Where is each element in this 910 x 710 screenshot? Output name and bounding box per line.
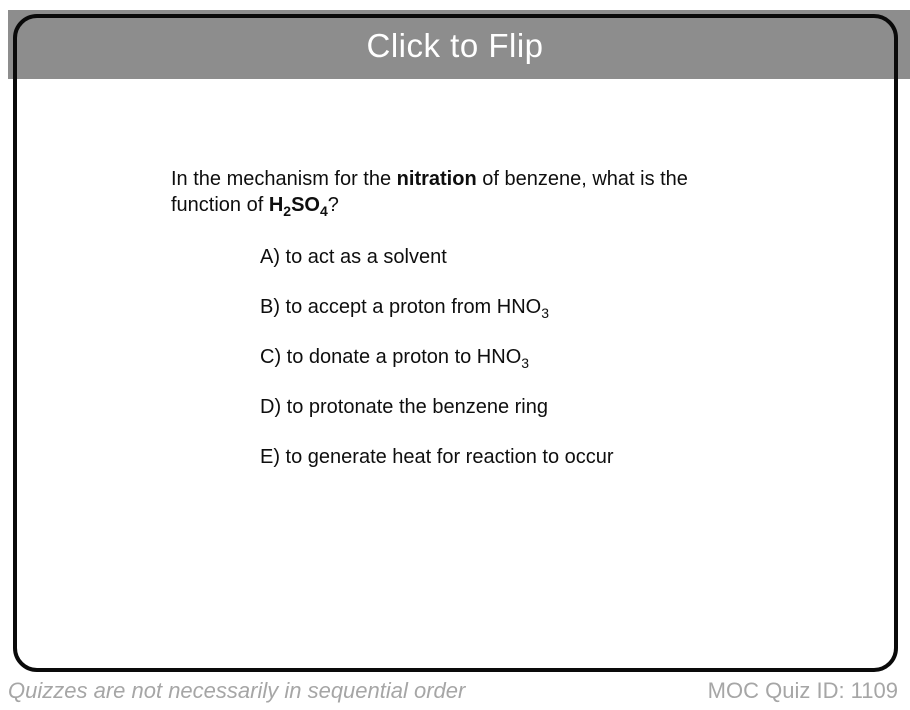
option-subscript: 3 xyxy=(541,305,550,321)
option-e xyxy=(260,447,820,468)
option-label: B) to accept a proton from HNO xyxy=(260,296,542,318)
option-a xyxy=(260,247,820,268)
flashcard[interactable] xyxy=(13,14,898,672)
option-b xyxy=(260,296,820,321)
formula-h2so4 xyxy=(268,194,328,219)
option-c xyxy=(260,346,820,371)
answer-options xyxy=(260,247,820,497)
flip-title: Click to Flip xyxy=(366,27,544,64)
formula-subscript: 4 xyxy=(320,203,328,219)
question-part: ? xyxy=(327,194,339,216)
formula-subscript: 2 xyxy=(283,203,292,219)
formula-element: H xyxy=(268,194,284,216)
question-part: of benzene, what is the xyxy=(476,168,688,190)
option-label: C) to donate a proton to HNO xyxy=(260,346,522,368)
question-part: In the mechanism for the xyxy=(171,168,397,190)
formula-element: SO xyxy=(291,194,320,216)
option-subscript: 3 xyxy=(521,355,530,371)
option-d xyxy=(260,397,820,418)
question-part: function of xyxy=(171,194,269,216)
quiz-id: MOC Quiz ID: 1109 xyxy=(707,678,898,703)
option-label: E) to generate heat for reaction to occur xyxy=(260,446,614,468)
option-label: D) to protonate the benzene ring xyxy=(260,396,548,418)
option-label: A) to act as a solvent xyxy=(260,246,447,268)
footer-note: Quizzes are not necessarily in sequential order xyxy=(8,678,466,703)
question-text xyxy=(171,166,791,218)
question-bold-term: nitration xyxy=(396,168,477,190)
